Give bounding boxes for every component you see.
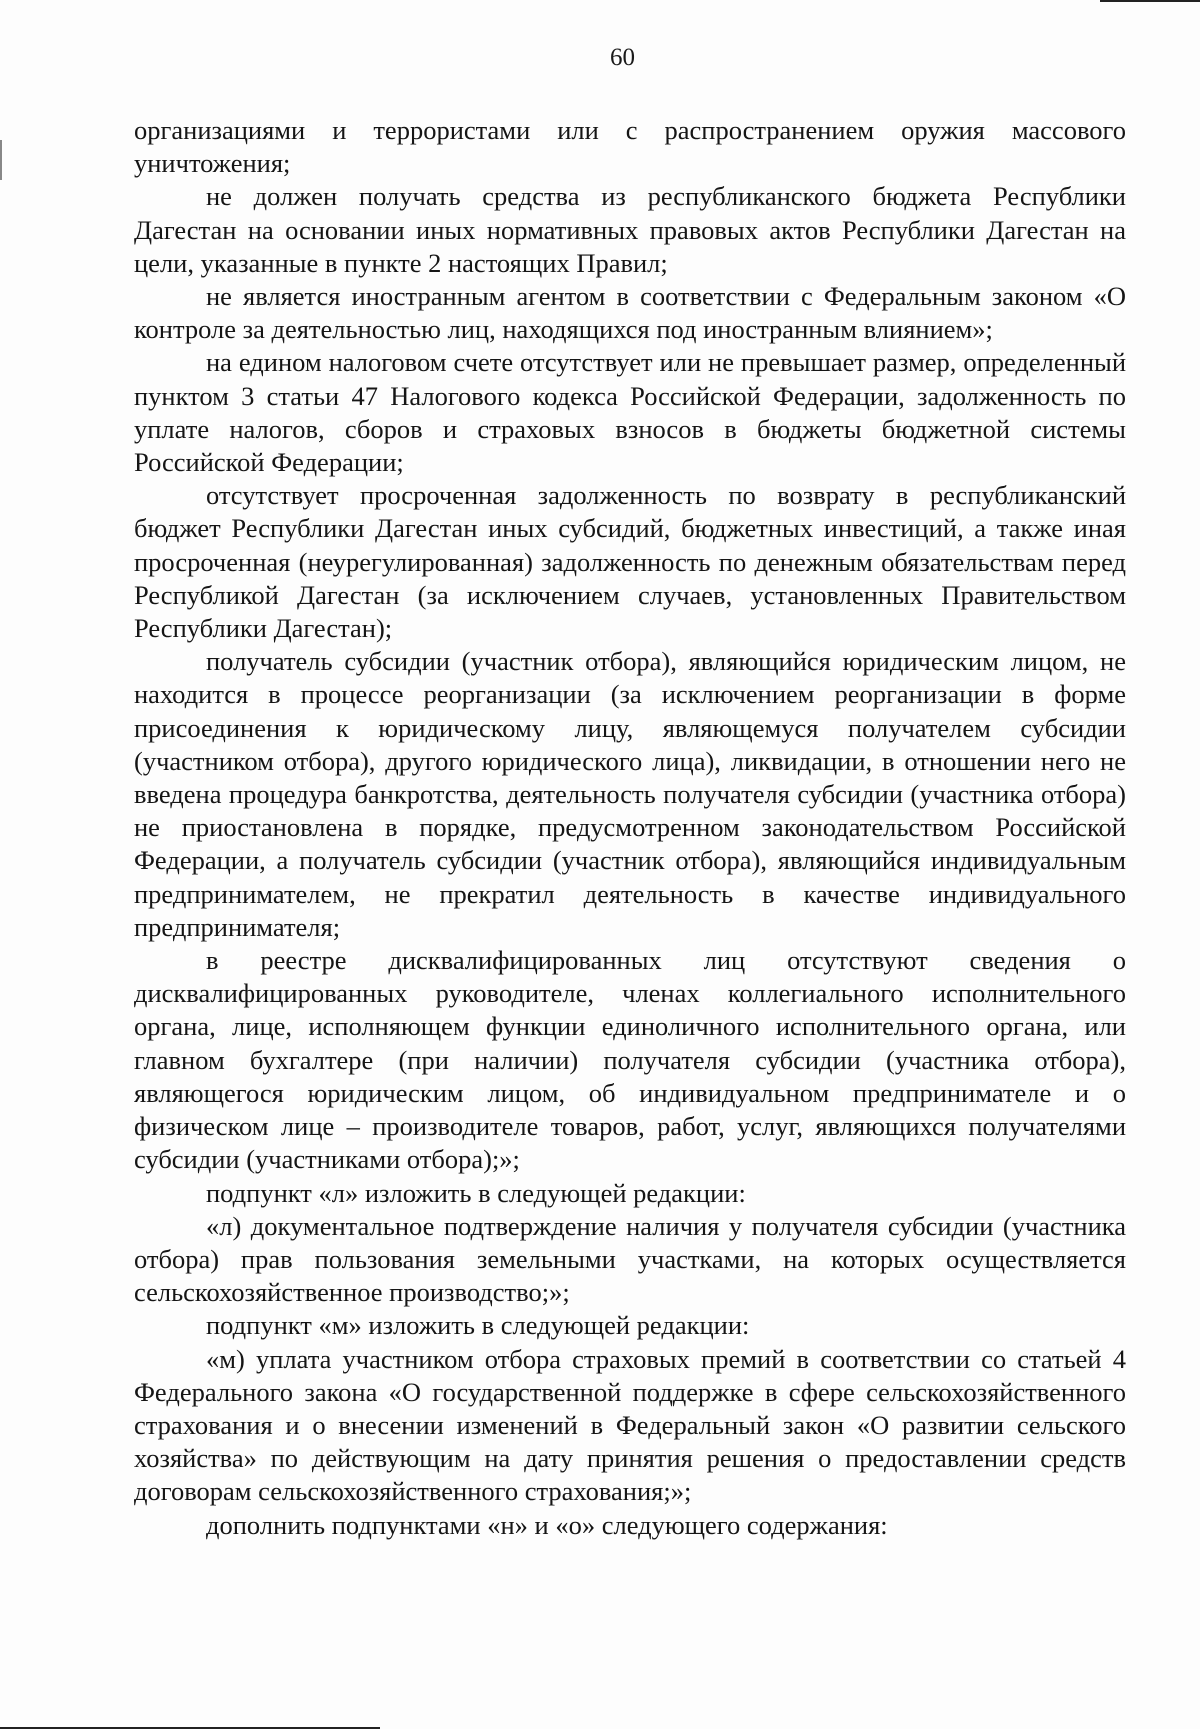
paragraph: на едином налоговом счете отсутствует или не превышает размер, определенный пунктом 3 статьи 47 Налогового кодекса Российской Федерации, задолженность по уплате налогов, сборов и страховых взносов в бюджеты бюджетной системы Российской Федерации;	[134, 347, 1126, 478]
paragraph: организациями и террористами или с распространением оружия массового уничтожения;	[134, 115, 1126, 179]
paragraph: не является иностранным агентом в соответствии с Федеральным законом «О контроле за деятельностью лиц, находящихся под иностранным влиянием»;	[134, 281, 1126, 345]
paragraph: дополнить подпунктами «н» и «о» следующего содержания:	[206, 1509, 888, 1540]
document-body	[134, 114, 1126, 1542]
paragraph: «л) документальное подтверждение наличия у получателя субсидии (участника отбора) прав пользования земельными участками, на которых осуществляется сельскохозяйственное производство;»;	[134, 1210, 1126, 1308]
page-number: 60	[610, 44, 635, 71]
paragraph: в реестре дисквалифицированных лиц отсутствуют сведения о дисквалифицированных руководителе, членах коллегиального исполнительного органа, лице, исполняющем функции единоличного исполнительного органа, или главном бухгалтере (при наличии) получателя субсидии (участника отбора), являющегося юридическим лицом, об индивидуальном предпринимателе и о физическом лице – производителе товаров, работ, услуг, являющихся получателями субсидии (участниками отбора);»;	[134, 945, 1126, 1175]
scan-edge-mark	[0, 140, 2, 180]
paragraph: не должен получать средства из республиканского бюджета Республики Дагестан на основании иных нормативных правовых актов Республики Дагестан на цели, указанные в пункте 2 настоящих Правил;	[134, 181, 1126, 278]
scan-edge-line	[1100, 0, 1200, 2]
paragraph: отсутствует просроченная задолженность по возврату в республиканский бюджет Республики Дагестан иных субсидий, бюджетных инвестиций, а также иная просроченная (неурегулированная) задолженность по денежным обязательствам перед Республикой Дагестан (за исключением случаев, установленных Правительством Республики Дагестан);	[134, 480, 1126, 644]
paragraph: «м) уплата участником отбора страховых премий в соответствии со статьей 4 Федерального закона «О государственной поддержке в сфере сельскохозяйственного страхования и о внесении изменений в Федеральный закон «О развитии сельского хозяйства» по действующим на дату принятия решения о предоставлении средств договорам сельскохозяйственного страхования;»;	[134, 1343, 1126, 1507]
paragraph: подпункт «л» изложить в следующей редакции:	[206, 1177, 746, 1208]
paragraph: получатель субсидии (участник отбора), являющийся юридическим лицом, не находится в процессе реорганизации (за исключением реорганизации в форме присоединения к юридическому лицу, являющемуся получателем субсидии (участником отбора), другого юридического лица), ликвидации, в отношении него не введена процедура банкротства, деятельность получателя субсидии (участника отбора) не приостановлена в порядке, предусмотренном законодательством Российской Федерации, а получатель субсидии (участник отбора), являющийся индивидуальным предпринимателем, не прекратил деятельность в качестве индивидуального предпринимателя;	[134, 646, 1126, 942]
paragraph: подпункт «м» изложить в следующей редакции:	[206, 1310, 750, 1341]
